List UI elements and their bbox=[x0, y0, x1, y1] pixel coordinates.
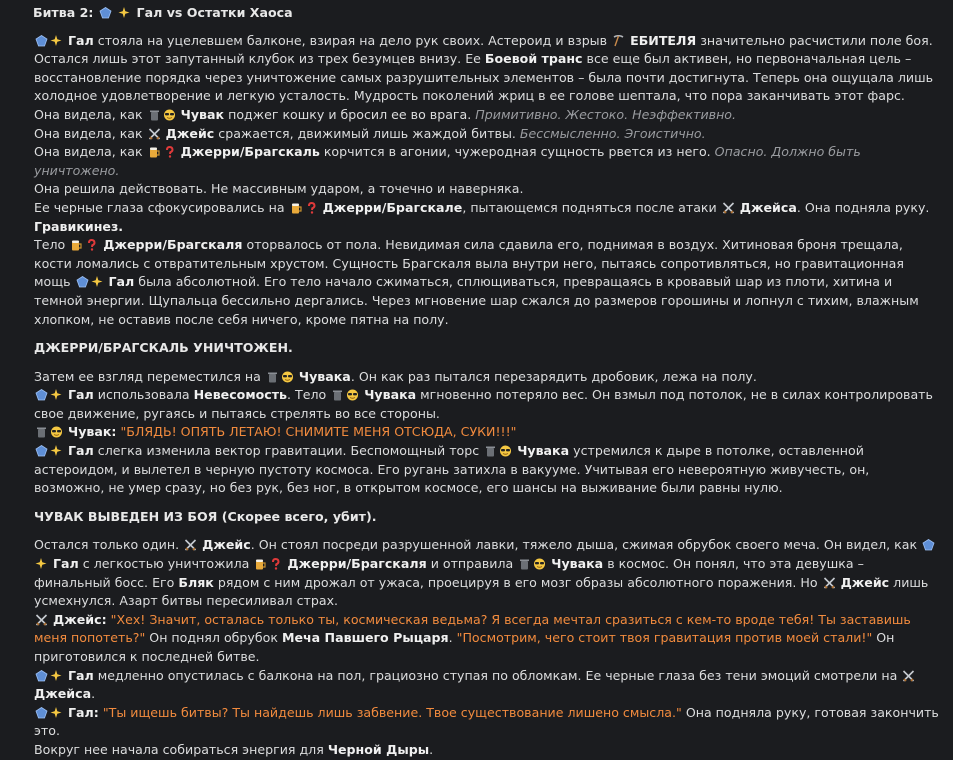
sparkle-icon bbox=[91, 276, 104, 288]
question-mark-icon bbox=[305, 202, 318, 214]
trash-can-icon bbox=[331, 389, 344, 401]
sparkle-icon bbox=[35, 558, 48, 570]
paragraph: Гал медленно опустилась с балкона на пол, грациозно ступая по обломкам. Ее черные глаза без тени эмоций смотрели на Джейса. bbox=[34, 667, 941, 704]
crystal-icon bbox=[35, 445, 48, 457]
question-mark-icon bbox=[85, 239, 98, 251]
paragraph: Затем ее взгляд переместился на Чувака. Он как раз пытался перезарядить дробовик, лежа на полу. bbox=[34, 368, 757, 384]
crystal-icon bbox=[922, 539, 935, 551]
paragraph: Остался только один. Джейс. Он стоял посреди разрушенной лавки, тяжело дыша, сжимая обрубок своего меча. Он видел, как Гал с легкостью уничтожила Джерри/Брагскаля и отправила Чувака в космос. Он понял, что эта девушка – финальный босс. Его Бляк рядом с ним дрожал от ужаса, проецируя в его мозг образы абсолютного поражения. Но Джейс лишь усмехнулся. Азарт битвы пересиливал страх. bbox=[34, 536, 941, 610]
crossed-swords-icon bbox=[902, 670, 915, 682]
paragraph: Гал использовала Невесомость. Тело Чувака мгновенно потеряло вес. Он взмыл под потолок, не в силах контролировать свое движение, ругаясь и пытаясь стрелять во все стороны. bbox=[34, 387, 933, 421]
sparkle-icon bbox=[50, 670, 63, 682]
crossed-swords-icon bbox=[722, 202, 735, 214]
sparkle-icon bbox=[50, 707, 63, 719]
crossed-swords-icon bbox=[823, 577, 836, 589]
paragraph: Она видела, как Джейс сражается, движимый лишь жаждой битвы. Бессмысленно. Эгоистично. bbox=[34, 125, 706, 141]
crystal-icon bbox=[99, 7, 112, 19]
sunglasses-face-icon bbox=[533, 558, 546, 570]
crystal-icon bbox=[35, 670, 48, 682]
question-mark-icon bbox=[163, 146, 176, 158]
section-heading: ЧУВАК ВЫВЕДЕН ИЗ БОЯ (Скорее всего, убит). bbox=[34, 508, 377, 524]
sparkle-icon bbox=[50, 445, 63, 457]
paragraph: Гал слегка изменила вектор гравитации. Беспомощный торс Чувака устремился к дыре в потолке, оставленной астероидом, и вылетел в черную пустоту космоса. Его ругань затихла в вакууме. Учитывая его невероятную живучесть, он, возможно, не умер сразу, но без рук, без ног, в открытом космосе, его шансы на выживание были равны нулю. bbox=[34, 443, 870, 496]
sparkle-icon bbox=[50, 35, 63, 47]
question-mark-icon bbox=[269, 558, 282, 570]
crossed-swords-icon bbox=[35, 614, 48, 626]
trash-can-icon bbox=[266, 371, 279, 383]
paragraph: Она видела, как Чувак поджег кошку и бросил ее во врага. Примитивно. Жестоко. Неэффективно. bbox=[34, 106, 737, 122]
trash-can-icon bbox=[148, 109, 161, 121]
sunglasses-face-icon bbox=[163, 109, 176, 121]
crystal-icon bbox=[35, 707, 48, 719]
crystal-icon bbox=[35, 35, 48, 47]
sunglasses-face-icon bbox=[346, 389, 359, 401]
pickaxe-icon bbox=[612, 35, 625, 47]
paragraph: Она видела, как Джерри/Брагскаль корчится в агонии, чужеродная сущность рвется из него. Опасно. Должно быть уничтожено. bbox=[34, 144, 861, 178]
crossed-swords-icon bbox=[184, 539, 197, 551]
crossed-swords-icon bbox=[148, 128, 161, 140]
crystal-icon bbox=[35, 389, 48, 401]
paragraph: Чувак: "БЛЯДЬ! ОПЯТЬ ЛЕТАЮ! СНИМИТЕ МЕНЯ ОТСЮДА, СУКИ!!!" bbox=[34, 423, 941, 442]
sunglasses-face-icon bbox=[499, 445, 512, 457]
beer-mug-icon bbox=[148, 146, 161, 158]
sparkle-icon bbox=[118, 7, 131, 19]
sunglasses-face-icon bbox=[281, 371, 294, 383]
section-heading: ДЖЕРРИ/БРАГСКАЛЬ УНИЧТОЖЕН. bbox=[34, 340, 293, 356]
beer-mug-icon bbox=[290, 202, 303, 214]
beer-mug-icon bbox=[254, 558, 267, 570]
paragraph: Тело Джерри/Брагскаля оторвалось от пола. Невидимая сила сдавила его, поднимая в воздух. Хитиновая броня трещала, кости ломались с отвратительным хрустом. Сущность Брагскаля выла внутри него, пытаясь сопротивляться, но гравитационная мощь Гал была абсолютной. Его тело начало сжиматься, сплющиваться, превращаясь в кровавый шар из плоти, хитина и темной энергии. Щупальца бессильно дергались. Через мгновение шар сжался до размеров горошины и лопнул с тихим, влажным хлопком, не оставив после себя ничего, кроме пятна на полу. bbox=[34, 237, 919, 327]
beer-mug-icon bbox=[70, 239, 83, 251]
paragraph: Гал стояла на уцелевшем балконе, взирая на дело рук своих. Астероид и взрыв ЕБИТЕЛЯ значительно расчистили поле боя. Остался лишь этот запутанный клубок из трех безумцев внизу. Ее Боевой транс все еще был активен, но первоначальная цель – восстановление порядка через уничтожение самых разрушительных элементов – была почти достигнута. Теперь она ощущала лишь холодное удовлетворение и легкую усталость. Мудрость поколений жриц в ее голове шептала, что пора заканчивать этот фарс. bbox=[34, 32, 934, 104]
sparkle-icon bbox=[50, 389, 63, 401]
paragraph: Ее черные глаза сфокусировались на Джерри/Брагскале, пытающемся подняться после атаки Джейса. Она подняла руку. Гравикинез. bbox=[34, 199, 930, 234]
paragraph: Она решила действовать. Не массивным ударом, а точечно и наверняка. bbox=[34, 181, 524, 197]
trash-can-icon bbox=[518, 558, 531, 570]
sunglasses-face-icon bbox=[50, 426, 63, 438]
crystal-icon bbox=[76, 276, 89, 288]
trash-can-icon bbox=[35, 426, 48, 438]
paragraph: Гал: "Ты ищешь битвы? Ты найдешь лишь забвение. Твое существование лишено смысла." Она подняла руку, готовая закончить это. Вокруг нее начала собираться энергия для Черной Дыры. bbox=[34, 704, 939, 757]
battle-title: Битва 2: Гал vs Остатки Хаоса bbox=[33, 5, 293, 20]
paragraph: Джейс: "Хех! Значит, осталась только ты, космическая ведьма? Я всегда мечтал сразиться с кем-то вроде тебя! Ты заставишь меня попотеть?" Он поднял обрубок Меча Павшего Рыцаря. "Посмотрим, чего стоит твоя гравитация против моей стали!" Он приготовился к последней битве. bbox=[34, 611, 911, 664]
trash-can-icon bbox=[484, 445, 497, 457]
